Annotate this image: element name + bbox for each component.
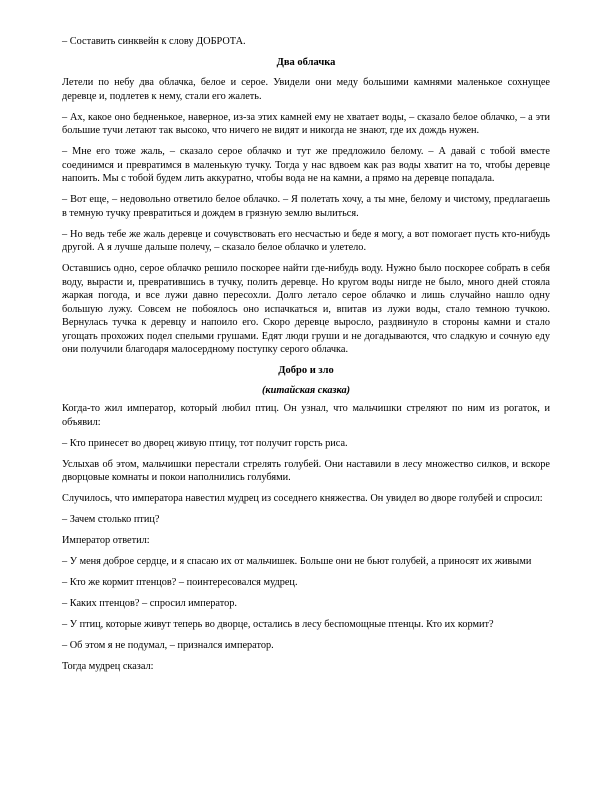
paragraph: – У меня доброе сердце, и я спасаю их от мальчишек. Больше они не бьют голубей, а приносят их живыми <box>62 556 532 567</box>
paragraph: Случилось, что императора навестил мудрец из соседнего княжества. Он увидел во дворе голубей и спросил: <box>62 493 543 504</box>
story-title-good-and-evil: Добро и зло <box>278 364 334 376</box>
paragraph: Когда-то жил император, который любил птиц. Он узнал, что мальчишки стреляют по ним из рогаток, и объявил: <box>62 403 550 428</box>
paragraph: Оставшись одно, серое облачко решило поскорее найти где-нибудь воду. Нужно было поскорее собрать в себя воду, вырасти и, превратившись в тучку, полить деревце. Но кругом воды нигде не было, много дней стояла жаркая погода, и все лужи давно пересохли. Долго летало серое облачко и лишь случайно нашло одну большую лужу. Совсем не побоялось оно испачкаться и, впитав из лужи воды, стало темною тучкою. Вернулась тучка к деревцу и напоило его. Скоро деревце выросло, раздвинуло в стороны камни и стало угощать прохожих подел спелыми грушами. Едят люди груши и не догадываются, что сладкую и сочную еду они получили благодаря малосердному поступку серого облачка. <box>62 263 550 355</box>
paragraph: Услыхав об этом, мальчишки перестали стрелять голубей. Они наставили в лесу множество силков, и вскоре дворцовые комнаты и покои наполнились голубями. <box>62 458 550 483</box>
paragraph: – Кто же кормит птенцов? – поинтересовался мудрец. <box>62 577 298 588</box>
paragraph: – Мне его тоже жаль, – сказало серое облачко и тут же предложило белому. – А давай с тобой вместе соединимся и превратимся в маленькую тучку. Тогда у нас вдвоем как раз воды хватит на то, чтобы деревце напоить. Мы с тобой будем лить аккуратно, чтобы вода не на камни, а прямо на деревце попадала. <box>62 146 550 184</box>
story-title-two-clouds: Два облачка <box>276 56 336 68</box>
paragraph: Тогда мудрец сказал: <box>62 661 154 672</box>
paragraph: – Но ведь тебе же жаль деревце и сочувствовать его несчастью и беде я могу, а вот помогает пусть кто-нибудь другой. А я лучше дальше полечу, – сказало белое облачко и улетело. <box>62 228 550 253</box>
paragraph: – Зачем столько птиц? <box>62 514 160 525</box>
paragraph: Император ответил: <box>62 535 150 546</box>
paragraph: – Ах, какое оно бедненькое, наверное, из-за этих камней ему не хватает воды, – сказало белое облачко, – а эти большие тучи летают так высоко, что ничего не видят и никогда не знают, где их дождь нужен. <box>62 111 550 136</box>
intro-task: – Составить синквейн к слову ДОБРОТА. <box>62 36 246 47</box>
paragraph: Летели по небу два облачка, белое и серое. Увидели они меду большими камнями маленькое сохнущее деревце и, подлетев к нему, стали его жалеть. <box>62 77 550 102</box>
paragraph: – Об этом я не подумал, – признался император. <box>62 640 274 651</box>
story-subtitle: (китайская сказка) <box>261 385 351 396</box>
paragraph: – У птиц, которые живут теперь во дворце, остались в лесу беспомощные птенцы. Кто их кормит? <box>62 619 494 630</box>
paragraph: – Каких птенцов? – спросил император. <box>62 598 237 609</box>
paragraph: – Кто принесет во дворец живую птицу, тот получит горсть риса. <box>62 437 348 449</box>
paragraph: – Вот еще, – недовольно ответило белое облачко. – Я полетать хочу, а ты мне, белому и чистому, предлагаешь в темную тучку превратиться и дождем в грязную землю вылиться. <box>62 194 550 219</box>
